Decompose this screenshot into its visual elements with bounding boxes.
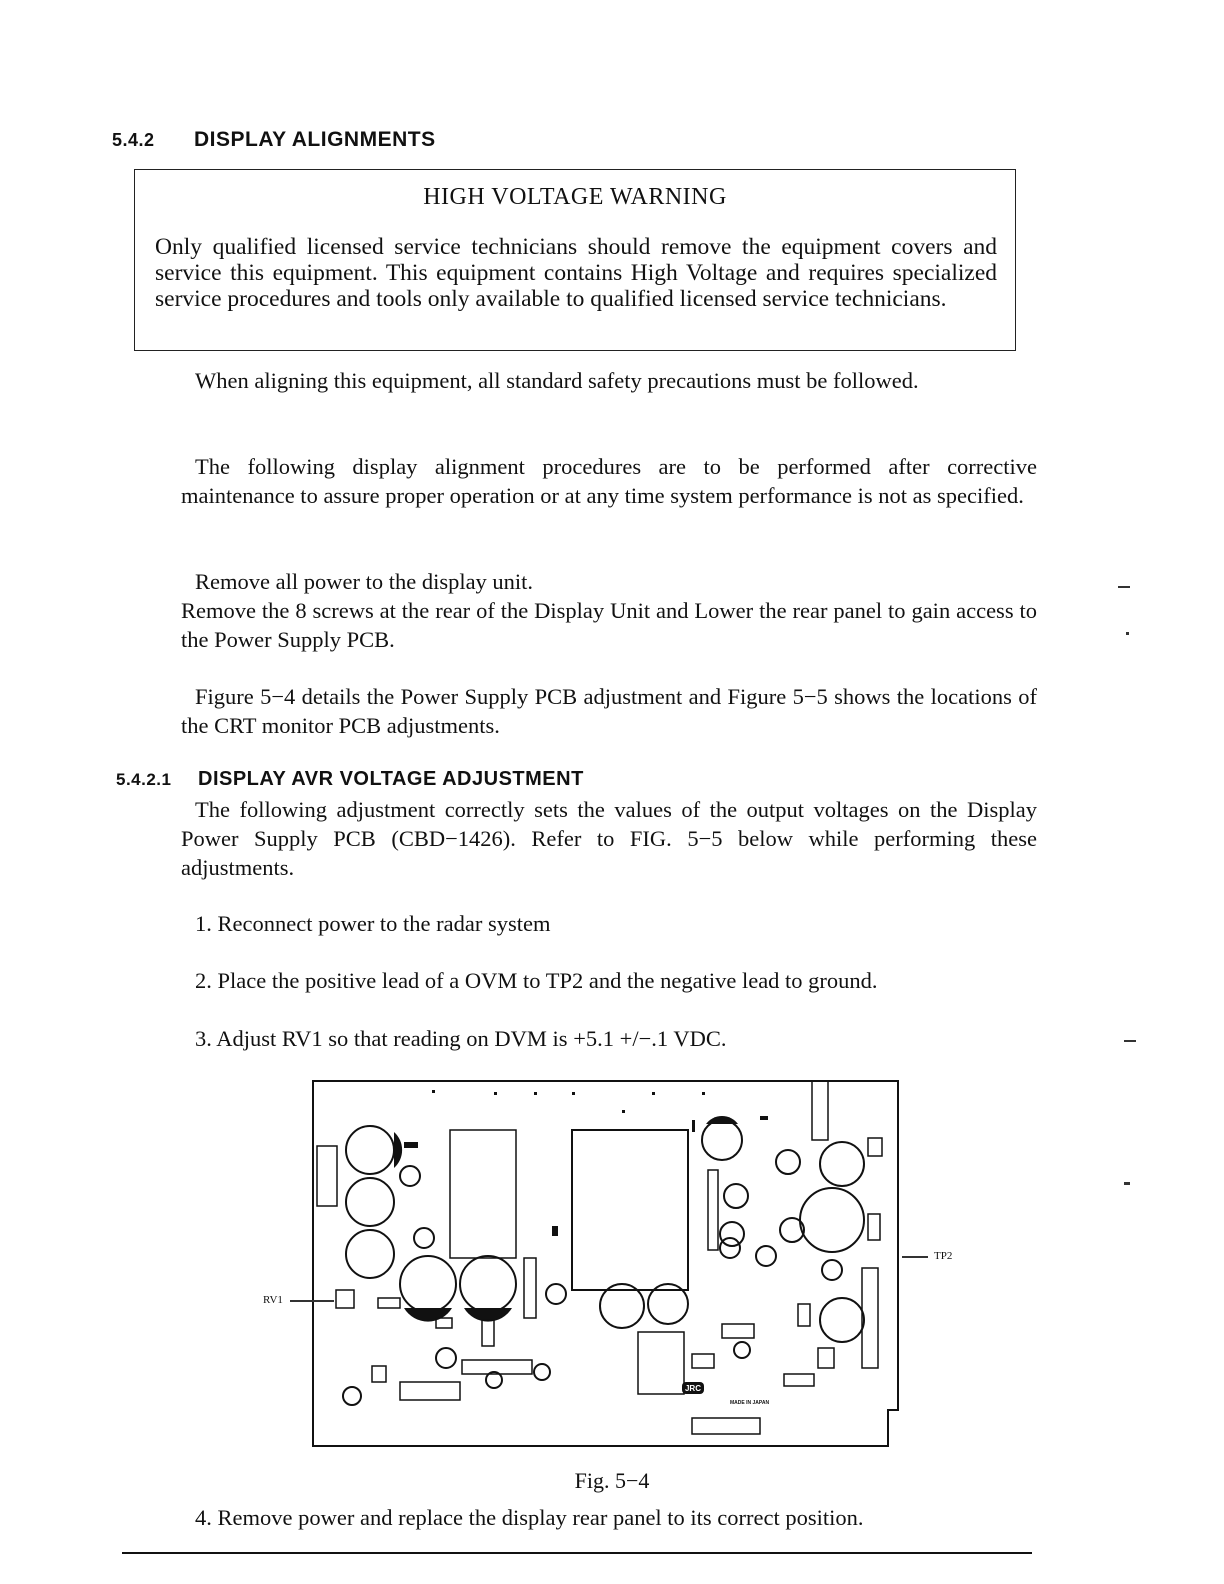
warning-body: Only qualified licensed service technicians should remove the equipment covers and service this equipment. This equipment contains High Voltage and requires specialized service procedures and tools only available to qualified licensed service technicians. xyxy=(155,234,997,312)
subsection-heading xyxy=(116,768,584,791)
rv1-leader-line xyxy=(290,1300,334,1302)
subsection-title: DISPLAY AVR VOLTAGE ADJUSTMENT xyxy=(198,768,584,790)
margin-mark xyxy=(1124,1040,1136,1042)
procedure-paragraph: The following display alignment procedures are to be performed after corrective maintenance to assure proper operation or at any time system performance is not as specified. xyxy=(181,454,1037,508)
remove-power-line: Remove all power to the display unit. xyxy=(195,569,534,594)
step-1: 1. Reconnect power to the radar system xyxy=(195,911,551,936)
figure-caption: Fig. 5−4 xyxy=(574,1468,650,1493)
tp2-leader-line xyxy=(902,1256,928,1258)
section-title: DISPLAY ALIGNMENTS xyxy=(194,128,436,151)
section-heading xyxy=(112,128,436,152)
subsection-number: 5.4.2.1 xyxy=(116,770,172,789)
power-supply-pcb-figure xyxy=(312,1080,900,1448)
step-2: 2. Place the positive lead of a OVM to TP2 and the negative lead to ground. xyxy=(195,968,878,993)
bottom-rule xyxy=(122,1552,1032,1554)
rv1-label: RV1 xyxy=(263,1294,283,1306)
tp2-label: TP2 xyxy=(934,1250,953,1262)
section-number: 5.4.2 xyxy=(112,130,155,150)
made-in-japan-text: MADE IN JAPAN xyxy=(730,1400,770,1406)
jrc-logo-text: JRC xyxy=(684,1384,702,1393)
ic-module xyxy=(572,1130,688,1290)
margin-mark xyxy=(1124,1182,1130,1185)
margin-mark xyxy=(1126,632,1129,635)
high-voltage-warning-box xyxy=(134,169,1016,351)
subsection-intro: The following adjustment correctly sets the values of the output voltages on the Display Power Supply PCB (CBD−1426). Refer to FIG. 5−5 below while performing these adjustments. xyxy=(181,797,1037,880)
figure-reference-paragraph: Figure 5−4 details the Power Supply PCB adjustment and Figure 5−5 shows the locations of the CRT monitor PCB adjustments. xyxy=(181,684,1037,738)
safety-paragraph: When aligning this equipment, all standard safety precautions must be followed. xyxy=(195,368,919,393)
remove-screws-paragraph: Remove the 8 screws at the rear of the Display Unit and Lower the rear panel to gain access to the Power Supply PCB. xyxy=(181,598,1037,652)
step-4: 4. Remove power and replace the display rear panel to its correct position. xyxy=(195,1505,864,1530)
margin-mark xyxy=(1118,586,1130,588)
step-3: 3. Adjust RV1 so that reading on DVM is +5.1 +/−.1 VDC. xyxy=(195,1026,727,1051)
warning-title: HIGH VOLTAGE WARNING xyxy=(423,184,727,210)
